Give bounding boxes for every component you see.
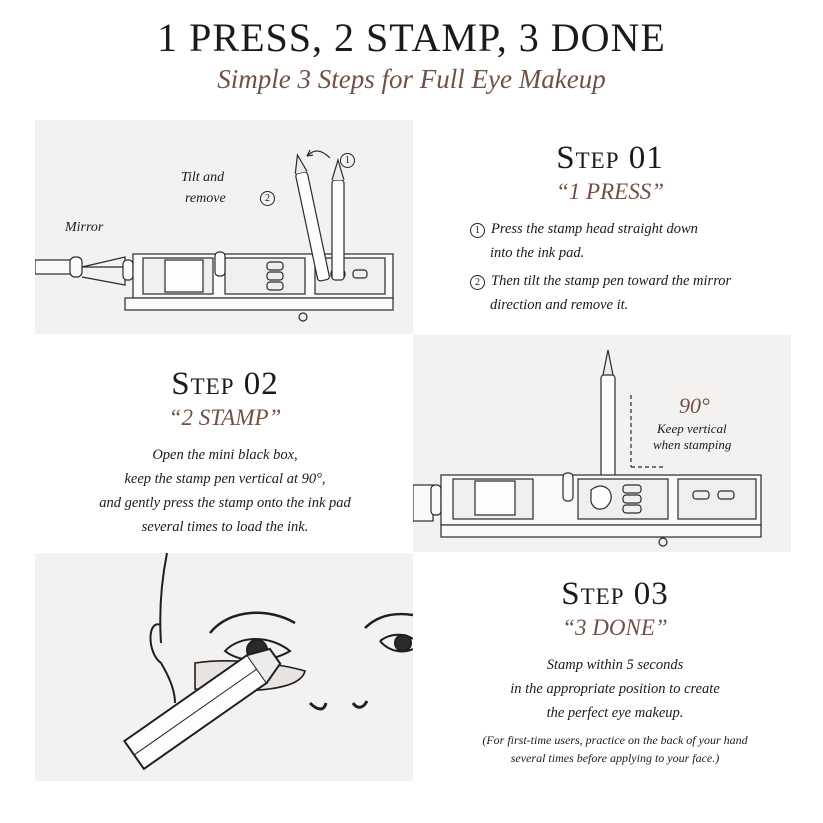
tilt-label: Tilt and: [181, 170, 225, 185]
step2-text: [60, 366, 390, 539]
step3-line3: the perfect eye makeup.: [546, 705, 684, 721]
step3-line2: in the appropriate position to create: [510, 681, 720, 697]
step1-text: [440, 140, 780, 317]
step3-line1: Stamp within 5 seconds: [546, 657, 684, 673]
step3-heading: Step 03: [561, 576, 669, 612]
keep-vertical-label: Keep vertical: [657, 421, 727, 436]
step3-text: [430, 576, 800, 767]
step2-line4: several times to load the ink.: [141, 519, 309, 535]
step2-heading: Step 02: [171, 366, 279, 402]
step3-note1: (For first-time users, practice on the back of your hand: [482, 733, 748, 747]
step1-line1: Press the stamp head straight down: [491, 221, 698, 237]
marker-2: 2: [260, 190, 281, 206]
marker-1: 1: [340, 152, 361, 168]
step1-heading: Step 01: [556, 140, 664, 176]
angle-label: 90°: [679, 393, 710, 418]
when-stamping-label: when stamping: [653, 437, 732, 452]
step1-num-2: 2: [470, 275, 485, 290]
step3-illustration: [35, 553, 413, 781]
step2-line3: and gently press the stamp onto the ink pad: [99, 495, 351, 511]
step3-subheading: “3 DONE”: [562, 615, 668, 640]
step3-note2: several times before applying to your face.): [510, 751, 720, 765]
step1-line1b: into the ink pad.: [490, 245, 585, 261]
step1-num-1: 1: [470, 223, 485, 238]
remove-label: remove: [185, 191, 226, 206]
mirror-label: Mirror: [65, 220, 104, 235]
step3-body: [430, 653, 800, 725]
page-subtitle: Simple 3 Steps for Full Eye Makeup: [217, 64, 606, 94]
page-title: 1 PRESS, 2 STAMP, 3 DONE: [157, 15, 666, 60]
step1-line2b: direction and remove it.: [490, 297, 629, 313]
step3-note: [430, 731, 800, 767]
step2-body: [60, 443, 390, 539]
step2-subheading: “2 STAMP”: [168, 405, 282, 430]
step1-illustration: [35, 120, 413, 334]
step1-line2: Then tilt the stamp pen toward the mirror: [491, 273, 732, 289]
step2-illustration: [413, 335, 791, 552]
step2-line2: keep the stamp pen vertical at 90°,: [124, 471, 326, 487]
step1-subheading: “1 PRESS”: [556, 179, 664, 204]
step2-line1: Open the mini black box,: [152, 447, 298, 463]
step1-body: [470, 217, 780, 317]
